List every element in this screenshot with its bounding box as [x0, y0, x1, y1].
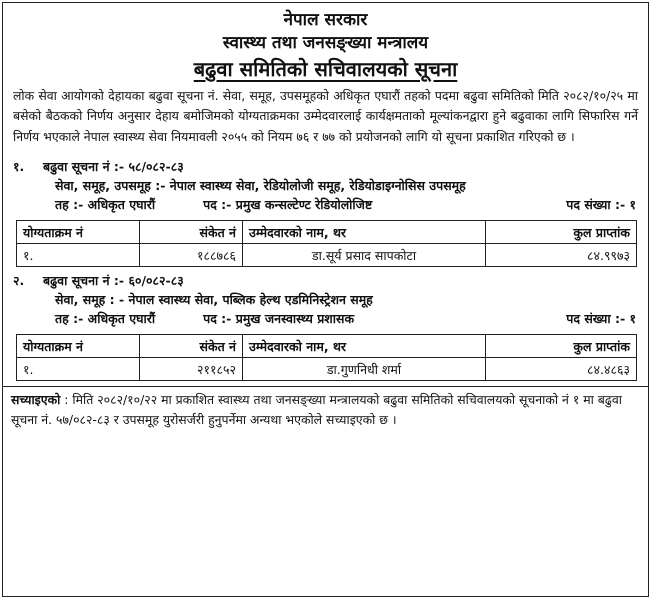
service-group-line: सेवा, समूह : - नेपाल स्वास्थ्य सेवा, पब्लिक हेल्थ एडमिनिस्ट्रेशन समूह [55, 292, 373, 308]
notice-title-line: बढुवा सूचना नं :- ५८/०८२-८३ [43, 159, 184, 175]
table-row [17, 244, 637, 267]
service-group-line: सेवा, समूह, उपसमूह :- नेपाल स्वास्थ्य सेवा, रेडियोलोजी समूह, रेडियोडाइग्नोसिस उपसमूह [55, 178, 466, 194]
col-code-header: संकेत नं [140, 335, 243, 358]
table-header-row [17, 221, 637, 244]
cell-code: २११८५२ [140, 358, 243, 381]
intro-paragraph: लोक सेवा आयोगको देहायका बढुवा सूचना नं. सेवा, समूह, उपसमूहको अधिकृत एघारौं तहको पदमा बढुवा समितिको मिति २०८२/१०/२५ मा बसेको बैठकको निर्णय अनुसार देहाय बमोजिमको योग्यताक्रमका उम्मेदवारलाई कार्यक्षमताको मूल्यांकनद्वारा हुने बढुवाका लागि सिफारिस गर्ने निर्णय भएकाले नेपाल स्वास्थ्य सेवा नियमावली २०५५ को नियम ७६ र ७७ को प्रयोजनको लागि यो सूचना प्रकाशित गरिएको छ । [13, 88, 638, 144]
table-header-row [17, 335, 637, 358]
notice-document [2, 2, 649, 597]
post-count-text: पद संख्या :- १ [566, 311, 636, 327]
correction-text: : मिति २०८२/१०/२२ मा प्रकाशित स्वास्थ्य तथा जनसङ्ख्या मन्त्रालयको बढुवा समितिको सचिवालयको सूचनाको नं १ मा बढुवा सूचना नं. ५७/०८२-८३ र उपसमूह युरोसर्जरी हुनुपर्नेमा अन्यथा भएकोले सच्याइएको छ । [11, 392, 622, 428]
cell-name: डा.सूर्य प्रसाद सापकोटा [243, 244, 486, 267]
promotion-notice-1 [3, 157, 648, 214]
document-header [3, 9, 648, 83]
notice-number: २. [13, 273, 25, 289]
candidate-table-2 [16, 334, 637, 381]
col-name-header: उम्मेदवारको नाम, थर [243, 335, 486, 358]
promotion-notice-2 [3, 271, 648, 328]
cell-score: ८४.९९७३ [486, 244, 637, 267]
col-code-header: संकेत नं [140, 221, 243, 244]
post-text: पद :- प्रमुख जनस्वास्थ्य प्रशासक [203, 311, 355, 327]
cell-name: डा.गुणनिधी शर्मा [243, 358, 486, 381]
col-name-header: उम्मेदवारको नाम, थर [243, 221, 486, 244]
post-text: पद :- प्रमुख कन्सल्टेण्ट रेडियोलोजिष्ट [203, 197, 373, 213]
cell-rank: १. [17, 244, 140, 267]
col-rank-header: योग्यताक्रम नं [17, 221, 140, 244]
level-post-row [3, 309, 648, 328]
cell-rank: १. [17, 358, 140, 381]
col-score-header: कुल प्राप्तांक [486, 221, 637, 244]
correction-label: सच्याइएको [11, 392, 61, 408]
col-rank-header: योग्यताक्रम नं [17, 335, 140, 358]
candidate-table-1 [16, 220, 637, 267]
notice-number: १. [13, 159, 25, 175]
correction-note [3, 386, 648, 430]
ministry-name: स्वास्थ्य तथा जनसङ्ख्या मन्त्रालय [222, 33, 429, 53]
table-row [17, 358, 637, 381]
notice-title: बढुवा समितिको सचिवालयको सूचना [193, 57, 458, 81]
level-post-row [3, 195, 648, 214]
post-count-text: पद संख्या :- १ [566, 197, 636, 213]
level-text: तह :- अधिकृत एघारौं [55, 197, 156, 213]
cell-score: ८४.४८६३ [486, 358, 637, 381]
government-name: नेपाल सरकार [283, 10, 368, 30]
notice-title-line: बढुवा सूचना नं :- ६०/०८२-८३ [43, 273, 184, 289]
cell-code: १८८७८६ [140, 244, 243, 267]
col-score-header: कुल प्राप्तांक [486, 335, 637, 358]
level-text: तह :- अधिकृत एघारौं [55, 311, 156, 327]
